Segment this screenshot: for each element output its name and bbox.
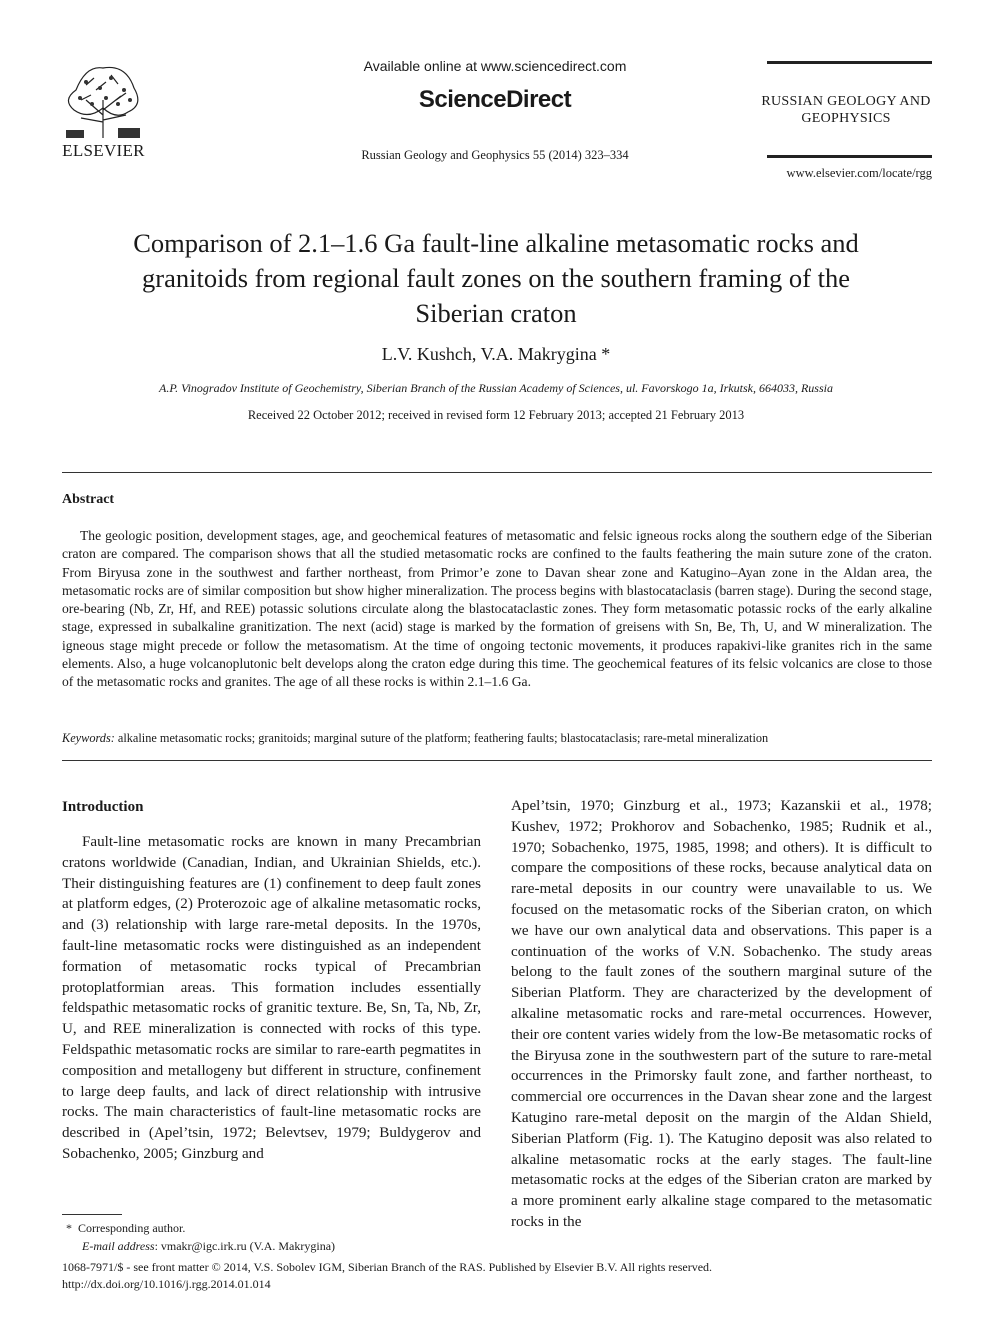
email-address[interactable]: : vmakr@igc.irk.ru (V.A. Makrygina) bbox=[154, 1239, 336, 1253]
article-title: Comparison of 2.1–1.6 Ga fault-line alkaline metasomatic rocks and granitoids from regional fault zones on the southern framing of the Siberian craton bbox=[133, 228, 859, 328]
abstract-text: The geologic position, development stages, age, and geochemical features of metasomatic and felsic igneous rocks along the southern edge of the Siberian craton are compared. The comparison shows that all the studied metasomatic rocks are confined to the faults feathering the main suture zone of the craton. From Biryusa zone in the southwest and farther northeast, from Primor’e zone to Davan shear zone and Katugino–Ayan zone in the Aldan area, the metasomatic rocks are of similar composition but show higher mineralization. The process begins with blastocataclasis (barren stage). During the second stage, ore-bearing (Nb, Zr, Hf, and REE) potassic solutions circulate along the blastocataclastic zones. They form metasomatic potassic rocks of the early alkaline stage, expressed in subalkaline granitization. The next (acid) stage is marked by the formation of greisens with Sn, Be, Th, U, and W mineralization. The igneous stage might precede or follow the metasomatism. At the time of ongoing tectonic movements, it produces rapakivi-like granites rich in the same elements. Also, a huge volcanoplutonic belt develops along the craton edge during this time. The geochemical features of its felsic volcanics are close to those of the metasomatic rocks and granites. The age of all these rocks is within 2.1–1.6 Ga. bbox=[62, 528, 932, 690]
divider bbox=[62, 472, 932, 473]
publisher-name: ELSEVIER bbox=[62, 141, 145, 160]
keywords-list: alkaline metasomatic rocks; granitoids; marginal suture of the platform; feathering faults; blastocataclasis; rare-metal mineralization bbox=[117, 731, 769, 745]
sciencedirect-logo: ScienceDirect bbox=[418, 86, 572, 113]
copyright-line: 1068-7971/$ - see front matter © 2014, V.S. Sobolev IGM, Siberian Branch of the RAS. Published by Elsevier B.V. All rights reserved. bbox=[62, 1260, 713, 1274]
body-column-right: Apel’tsin, 1970; Ginzburg et al., 1973; Kazanskii et al., 1978; Kushev, 1972; Prokhorov and Sobachenko, 1985; Rudnik et al., 1970; Sobachenko, 1975, 1985, 1998; and others). It is difficult to compare the compositions of these rocks, because analytical data on rare-metal deposits in our country were unavailable to us. We focused on the metasomatic rocks of the Siberian craton, on which we have our own analytical data and observations. This paper is a continuation of the works of V.N. Sobachenko. The study areas belong to the fault zones of the southern marginal suture of the Siberian Platform. They are characterized by the development of alkaline metasomatic rocks and rare-metal occurrences. However, their ore content varies widely from the low-Be metasomatic rocks of the Biryusa zone in the southwestern part of the suture to rare-metal occurrences in the Primorsky fault zone, and farther northeast, to commercial ore occurrences in the Davan shear zone and the largest Katugino rare-metal deposit on the margin of the Aldan Shield, Siberian Platform (Fig. 1). The Katugino deposit was also related to alkaline metasomatic rocks at the early stages. The fault-line metasomatic rocks at the edges of the Siberian craton are marked by a more prominent early alkaline stage compared to the metasomatic rocks in the bbox=[511, 798, 932, 1230]
received-dates: Received 22 October 2012; received in revised form 12 February 2013; accepted 21 February 2013 bbox=[247, 408, 745, 422]
journal-bottom-rule bbox=[767, 155, 932, 158]
journal-name: RUSSIAN GEOLOGY AND GEOPHYSICS bbox=[761, 94, 931, 126]
keywords-label: Keywords: bbox=[62, 731, 115, 745]
journal-citation: Russian Geology and Geophysics 55 (2014) 323–334 bbox=[361, 148, 629, 162]
keywords bbox=[62, 731, 932, 746]
journal-url[interactable]: www.elsevier.com/locate/rgg bbox=[786, 166, 932, 180]
author-affiliation: A.P. Vinogradov Institute of Geochemistry, Siberian Branch of the Russian Academy of Sciences, ul. Favorskogo 1a, Irkutsk, 664033, Russia bbox=[159, 381, 833, 395]
abstract-heading: Abstract bbox=[62, 492, 115, 507]
email-label: E-mail address bbox=[82, 1239, 155, 1253]
footnote-corresponding bbox=[66, 1221, 185, 1236]
corresponding-author: Corresponding author. bbox=[78, 1221, 186, 1235]
footnote-rule bbox=[62, 1214, 122, 1215]
body-column-left: Fault-line metasomatic rocks are known in many Precambrian cratons worldwide (Canadian, Indian, and Ukrainian Shields, etc.). Their distinguishing features are (1) confinement to deep fault zones at platform edges, (2) Proterozoic age of alkaline metasomatic rocks, and (3) relationship with large rare-metal deposits. In the 1970s, fault-line metasomatic rocks were distinguished as an independent formation of metasomatic rocks typical of Precambrian protoplatformian areas. This formation includes essentially feldspathic metasomatic rocks of granitic texture. Be, Sn, Ta, Nb, Zr, U, and REE mineralization is connected with rocks of this type. Feldspathic metasomatic rocks are similar to rare-earth pegmatites in composition and metallogeny but different in structure, confinement to large deep faults, and lack of direct relationship with intrusive rocks. The main characteristics of fault-line metasomatic rocks are described in (Apel’tsin, 1972; Belevtsev, 1979; Buldygerov and Sobachenko, 2005; Ginzburg and bbox=[62, 834, 481, 1162]
footnote-email bbox=[82, 1239, 335, 1254]
doi-link[interactable]: http://dx.doi.org/10.1016/j.rgg.2014.01.014 bbox=[62, 1277, 271, 1291]
journal-top-rule bbox=[767, 61, 932, 64]
divider bbox=[62, 760, 932, 761]
footnote-marker: * bbox=[66, 1221, 72, 1235]
available-online[interactable]: Available online at www.sciencedirect.com bbox=[363, 58, 627, 74]
article-authors: L.V. Kushch, V.A. Makrygina * bbox=[381, 344, 611, 364]
section-heading-introduction: Introduction bbox=[62, 799, 144, 815]
